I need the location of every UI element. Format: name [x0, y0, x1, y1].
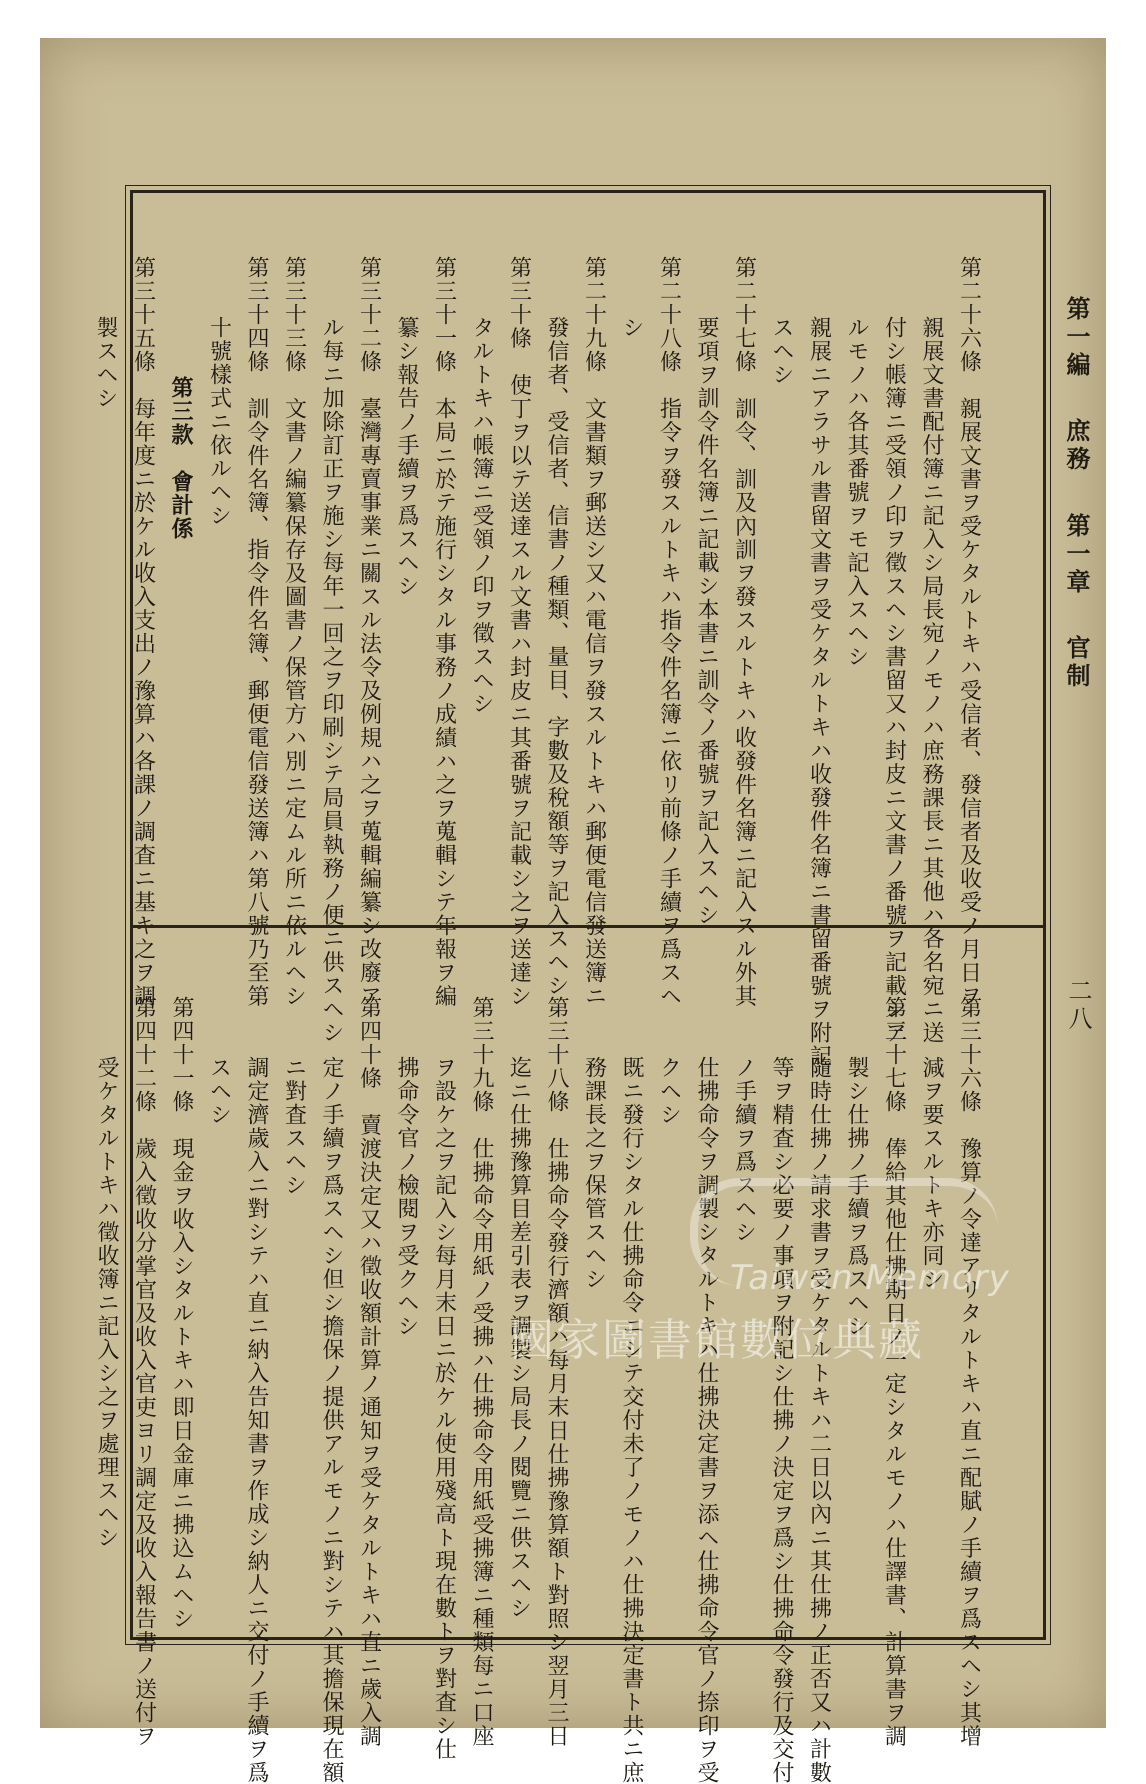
text-line: 發信者、受信者、信書ノ種類、量目、字數及稅額等ヲ記入スヘシ: [544, 315, 569, 998]
text-line: 第四十條 賣渡決定又ハ徵收額計算ノ通知ヲ受ケタルトキハ直ニ歲入調: [356, 995, 382, 1748]
text-line: 纂シ報告ノ手續ヲ爲スヘシ: [394, 315, 419, 598]
text-line: 第三十四條 訓令件名簿、指令件名簿、郵便電信發送簿ハ第八號乃至第: [244, 255, 269, 1008]
watermark-english: Taiwan Memory: [730, 1258, 1010, 1298]
text-line: ル每ニ加除訂正ヲ施シ每年一回之ヲ印刷シテ局員執務ノ便ニ供スヘシ: [319, 315, 344, 1045]
text-line: 調定濟歲入ニ對シテハ直ニ納入告知書ヲ作成シ納人ニ交付ノ手續ヲ爲: [244, 1055, 269, 1784]
header-section: 官制: [1062, 635, 1091, 692]
text-line: スヘシ: [206, 1055, 232, 1127]
text-line: 拂命令官ノ檢閱ヲ受クヘシ: [394, 1055, 419, 1338]
text-line: 隨時仕拂ノ請求書ヲ受ケタルトキハ二日以內ニ其仕拂ノ正否又ハ計數: [806, 1055, 832, 1784]
text-line: 第四十二條 歲入徵收分掌官及收入官吏ヨリ調定及收入報告書ノ送付ヲ: [131, 995, 157, 1748]
text-line: 務課長之ヲ保管スヘシ: [581, 1055, 607, 1291]
text-line: 迄ニ仕拂豫算目差引表ヲ調製シ局長ノ閱覽ニ供スヘシ: [506, 1055, 532, 1620]
text-line: 第三十三條 文書ノ編纂保存及圖書ノ保管方ハ別ニ定ムル所ニ依ルヘシ: [281, 255, 307, 1008]
text-line: 第三十二條 臺灣專賣事業ニ關スル法令及例規ハ之ヲ蒐輯編纂シ改廢ア: [356, 255, 382, 1008]
text-line: 等ヲ精査シ必要ノ事項ヲ附記シ仕拂ノ決定ヲ爲シ仕拂命令發行及交付: [769, 1055, 794, 1784]
running-header: [1060, 296, 1094, 717]
document-page: [40, 38, 1106, 1784]
text-line: 製シ仕拂ノ手續ヲ爲スヘシ: [844, 1055, 869, 1338]
text-line: 第二十六條 親展文書ヲ受ケタルトキハ受信者、發信者及收受ノ月日ヲ: [956, 255, 982, 1008]
text-line: ニ對査スヘシ: [281, 1055, 307, 1197]
text-line: 第三十五條 每年度ニ於ケル收入支出ノ豫算ハ各課ノ調査ニ基キ之ヲ調: [130, 255, 156, 1008]
text-line: 第三十九條 仕拂命令用紙ノ受拂ハ仕拂命令用紙受拂簿ニ種類每ニ口座: [469, 995, 494, 1748]
text-line: 第二十九條 文書類ヲ郵送シ又ハ電信ヲ發スルトキハ郵便電信發送簿ニ: [581, 255, 607, 1008]
header-chapter: 第一章: [1062, 512, 1091, 597]
text-line: 減ヲ要スルトキ亦同シ: [919, 1055, 944, 1291]
watermark: [510, 1258, 1010, 1368]
watermark-chinese: 國家圖書館數位典藏: [510, 1315, 924, 1366]
upper-text-block: [49, 205, 1025, 1068]
text-line: 親展ニアラサル書留文書ヲ受ケタルトキハ收發件名簿ニ書留番號ヲ附記: [806, 315, 832, 1068]
text-line: 第三十七條 俸給其他仕拂期日ノ一定シタルモノハ仕譯書、計算書ヲ調: [881, 995, 907, 1748]
text-line: 既ニ發行シタル仕拂命令ニシテ交付未了ノモノハ仕拂決定書ト共ニ庶: [619, 1055, 644, 1784]
text-line: 第三十一條 本局ニ於テ施行シタル事務ノ成績ハ之ヲ蒐輯シテ年報ヲ編: [431, 255, 457, 1008]
text-line: 要項ヲ訓令件名簿ニ記載シ本書ニ訓令ノ番號ヲ記入スヘシ: [694, 315, 719, 927]
section-heading: 第三款 會計係: [168, 375, 194, 541]
page-number: 二八: [1064, 978, 1092, 1034]
text-line: ルモノハ各其番號ヲモ記入スヘシ: [844, 315, 869, 669]
text-line: 親展文書配付簿ニ記入シ局長宛ノモノハ庶務課長ニ其他ハ各名宛ニ送: [919, 315, 944, 1045]
text-line: 受ケタルトキハ徵收簿ニ記入シ之ヲ處理スヘシ: [94, 1055, 119, 1550]
text-line: ヲ設ケ之ヲ記入シ每月末日ニ於ケル使用殘高ト現在數トヲ對査シ仕: [431, 1055, 457, 1761]
text-line: 仕拂命令ヲ調製シタルトキハ仕拂決定書ヲ添ヘ仕拂命令官ノ捺印ヲ受: [694, 1055, 719, 1784]
text-line: 第二十八條 指令ヲ發スルトキハ指令件名簿ニ依リ前條ノ手續ヲ爲スヘ: [656, 255, 682, 1008]
horizontal-divider: [133, 925, 1043, 928]
text-line: 第三十八條 仕拂命令發行濟額ハ每月末日仕拂豫算額ト對照シ翌月三日: [544, 995, 569, 1748]
text-line: 十號樣式ニ依ルヘシ: [206, 315, 232, 528]
header-division: 庶務: [1062, 418, 1091, 475]
text-line: 第四十一條 現金ヲ收入シタルトキハ即日金庫ニ拂込ムヘシ: [169, 995, 194, 1631]
text-line: ノ手續ヲ爲スヘシ: [731, 1055, 757, 1244]
text-line: クヘシ: [656, 1055, 682, 1127]
text-line: 第三十六條 豫算ノ令達アリタルトキハ直ニ配賦ノ手續ヲ爲スヘシ其增: [956, 995, 982, 1748]
text-line: シ: [619, 315, 644, 340]
text-line: 第二十七條 訓令、訓及內訓ヲ發スルトキハ收發件名簿ニ記入スル外其: [731, 255, 757, 1008]
text-frame: [93, 190, 1046, 1784]
text-line: 付シ帳簿ニ受領ノ印ヲ徵スヘシ書留又ハ封皮ニ文書ノ番號ヲ記載シア: [881, 315, 907, 1045]
text-line: 製スヘシ: [93, 315, 118, 410]
text-line: 第三十條 使丁ヲ以テ送達スル文書ハ封皮ニ其番號ヲ記載シ之ヲ送達シ: [506, 255, 532, 1008]
text-line: スヘシ: [769, 315, 794, 387]
header-part: 第一編: [1062, 296, 1091, 380]
text-line: タルトキハ帳簿ニ受領ノ印ヲ徵スヘシ: [469, 315, 494, 716]
text-line: 定ノ手續ヲ爲スヘシ但シ擔保ノ提供アルモノニ對シテハ其擔保現在額: [319, 1055, 344, 1784]
